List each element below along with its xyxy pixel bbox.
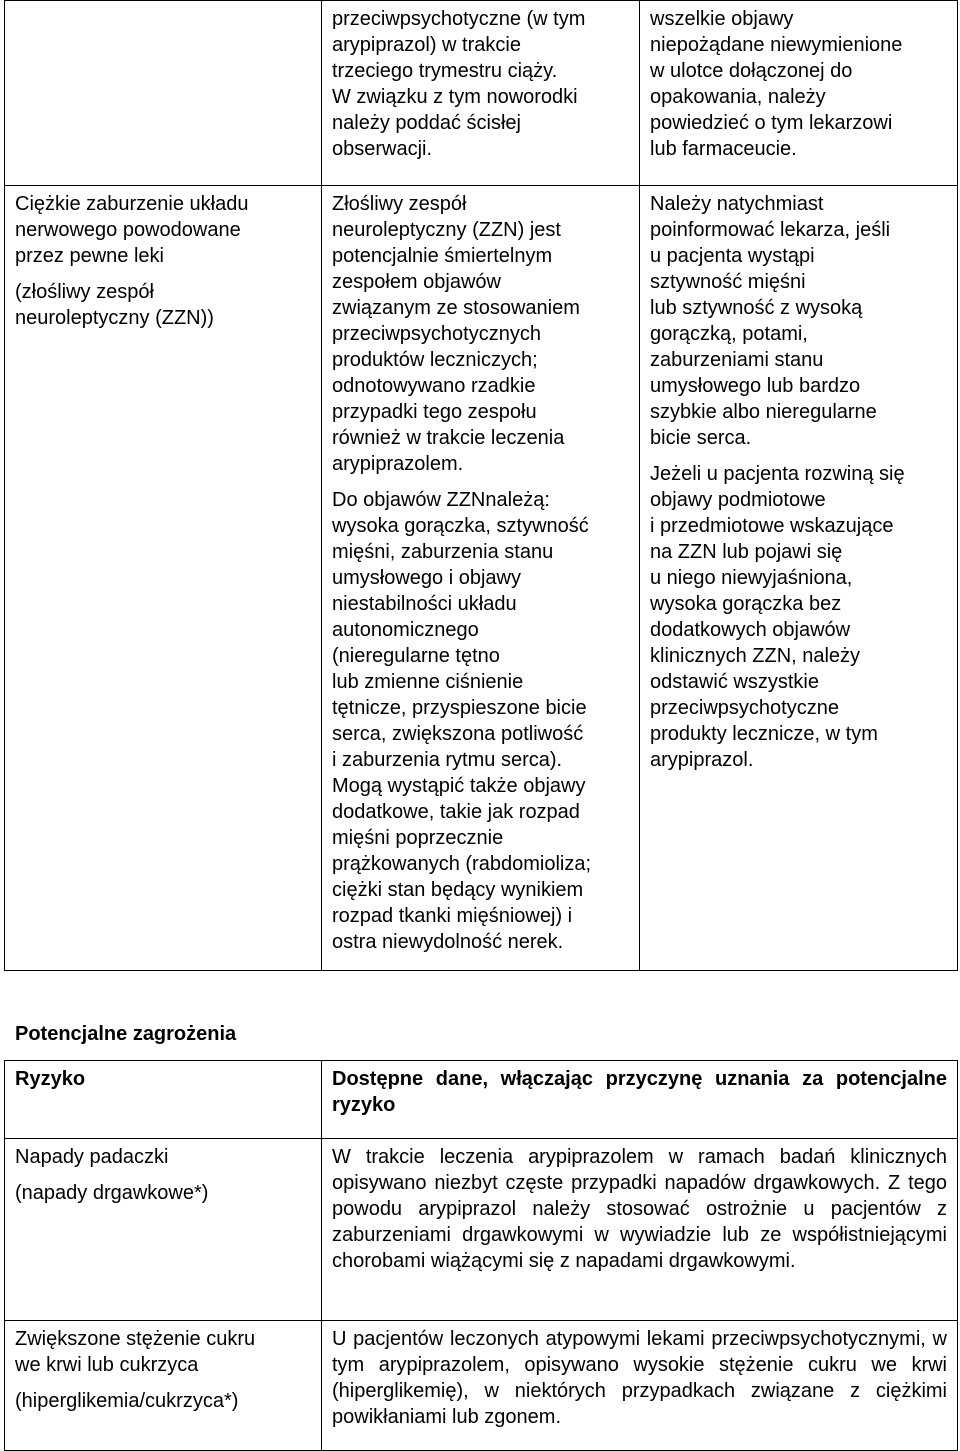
table-row [5, 1321, 958, 1451]
table-cell [5, 1, 322, 186]
description-paragraph: Złośliwy zespół neuroleptyczny (ZZN) jest potencjalnie śmiertelnym zespołem objawów związanym ze stosowaniem przeciwpsychotycznych produktów leczniczych; odnotowywano rzadkie przypadki tego zespołu również w trakcie leczenia arypiprazolem. [332, 193, 580, 475]
table-cell [322, 1, 640, 186]
risk-data-cell: W trakcie leczenia arypiprazolem w ramach badań klinicznych opisywano niezbyt częste przypadki napadów drgawkowych. Z tego powodu arypiprazol należy stosować ostrożnie u pacjentów z zaburzeniami drgawkowymi w wywiadzie lub ze współistniejącymi chorobami wiążącymi się z napadami drgawkowymi. [322, 1139, 958, 1321]
cell-text: przeciwpsychotyczne (w tym arypiprazol) w trakcie trzeciego trymestru ciąży. W związku z tym noworodki należy poddać ścisłej obserwacji. [332, 8, 586, 160]
description-cell [322, 186, 640, 971]
cell-text: wszelkie objawy niepożądane niewymienione w ulotce dołączonej do opakowania, należy powiedzieć o tym lekarzowi lub farmaceucie. [650, 8, 903, 160]
table-cell [640, 1, 958, 186]
action-cell [640, 186, 958, 971]
table-row [5, 1, 958, 186]
risk-name: Napady padaczki [15, 1146, 169, 1168]
potential-risks-table [4, 1060, 958, 1451]
section-heading: Potencjalne zagrożenia [15, 1023, 237, 1045]
risk-name-cell [5, 1321, 322, 1451]
adverse-effects-table [4, 0, 958, 971]
risk-medical-term: (złośliwy zespół neuroleptyczny (ZZN)) [15, 281, 214, 329]
risk-medical-term: (hiperglikemia/cukrzyca*) [15, 1390, 239, 1412]
header-data: Dostępne dane, włączając przyczynę uznania za potencjalne ryzyko [322, 1061, 958, 1139]
table-row [5, 186, 958, 971]
risk-name: Zwiększone stężenie cukru we krwi lub cukrzyca [15, 1328, 256, 1376]
risk-medical-term: (napady drgawkowe*) [15, 1182, 209, 1204]
risk-data-cell: U pacjentów leczonych atypowymi lekami przeciwpsychotycznymi, w tym arypiprazolem, opisywano wysokie stężenie cukru we krwi (hiperglikemię), w niektórych przypadkach związane z ciężkimi powikłaniami lub zgonem. [322, 1321, 958, 1451]
table-row [5, 1139, 958, 1321]
action-paragraph: Jeżeli u pacjenta rozwiną się objawy podmiotowe i przedmiotowe wskazujące na ZZN lub pojawi się u niego niewyjaśniona, wysoka gorączka bez dodatkowych objawów klinicznych ZZN, należy odstawić wszystkie przeciwpsychotyczne produkty lecznicze, w tym arypiprazol. [650, 463, 905, 771]
risk-name: Ciężkie zaburzenie układu nerwowego powodowane przez pewne leki [15, 193, 249, 267]
risk-name-cell [5, 186, 322, 971]
risk-name-cell [5, 1139, 322, 1321]
table-header-row [5, 1061, 958, 1139]
action-paragraph: Należy natychmiast poinformować lekarza, jeśli u pacjenta wystąpi sztywność mięśni lub sztywność z wysoką gorączką, potami, zaburzeniami stanu umysłowego lub bardzo szybkie albo nieregularne bicie serca. [650, 193, 891, 449]
header-risk: Ryzyko [5, 1061, 322, 1139]
description-paragraph: Do objawów ZZNnależą: wysoka gorączka, sztywność mięśni, zaburzenia stanu umysłowego i objawy niestabilności układu autonomicznego (nieregularne tętno lub zmienne ciśnienie tętnicze, przyspieszone bicie serca, zwiększona potliwość i zaburzenia rytmu serca). Mogą wystąpić także objawy dodatkowe, takie jak rozpad mięśni poprzecznie prążkowanych (rabdomioliza; ciężki stan będący wynikiem rozpad tkanki mięśniowej) i ostra niewydolność nerek. [332, 489, 592, 953]
